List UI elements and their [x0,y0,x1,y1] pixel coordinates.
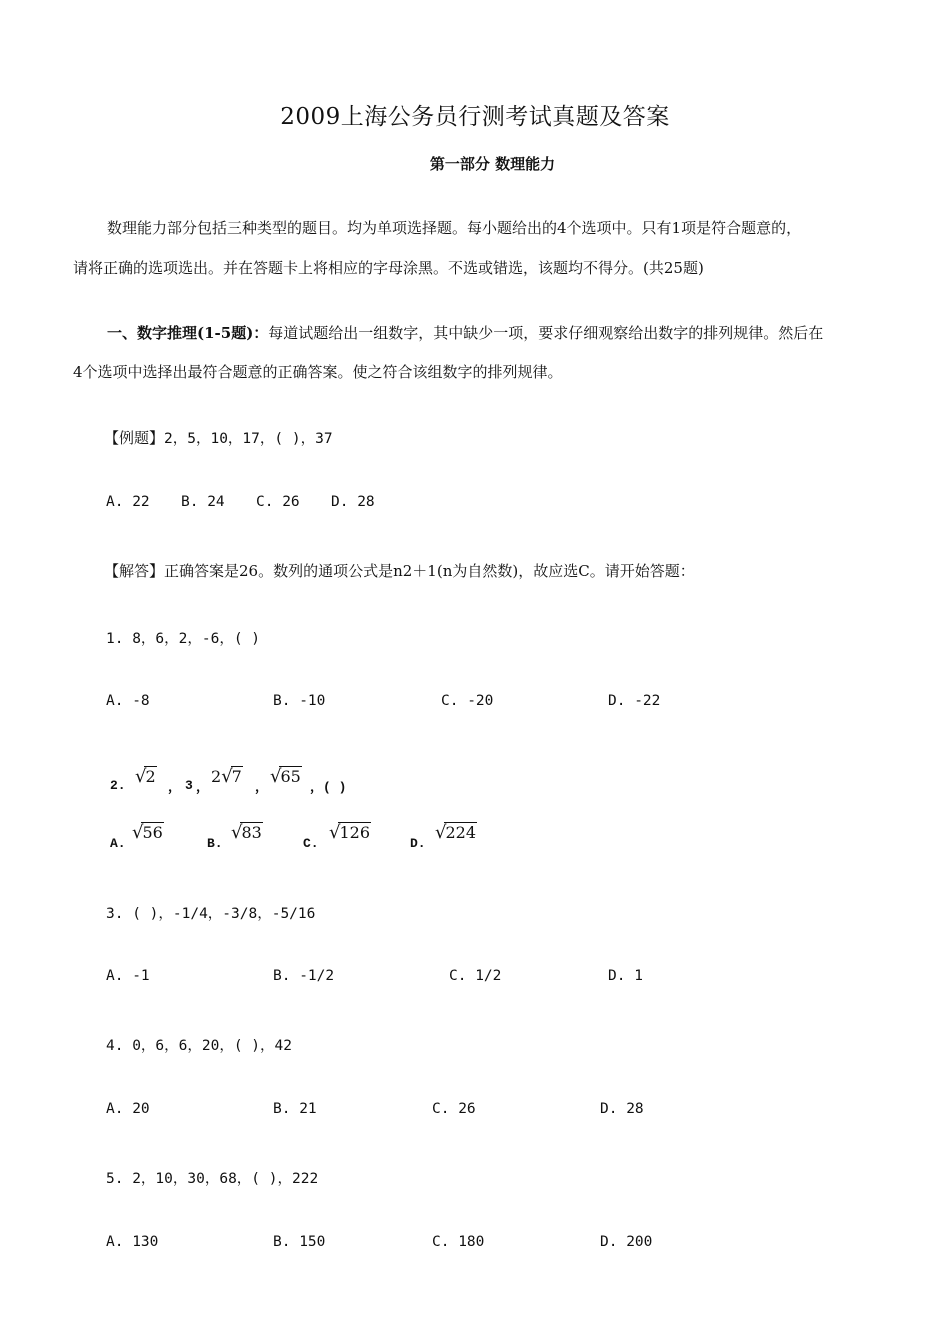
answer-label: 【解答】 [104,562,165,580]
intro-line-2: 请将正确的选项选出。并在答题卡上将相应的字母涂黑。不选或错选，该题均不得分。(共25题) [73,259,704,277]
example-options [0,494,950,516]
option-a-label: A. [110,836,126,851]
separator: ， [196,780,210,795]
answer-line [104,560,695,581]
option-c: C. 180 [432,1234,485,1250]
option-a: A. 130 [106,1234,159,1250]
option-d-label: D. [410,836,426,851]
question-3-stem: 3. ( )，-1/4，-3/8，-5/16 [106,906,316,922]
option-a: A. 22 [106,494,150,510]
radical-term: √65 [270,766,301,787]
page-title: 2009上海公务员行测考试真题及答案 [280,104,670,130]
question-5-options [0,1234,950,1256]
option-d: D. 28 [600,1101,644,1117]
option-b-label: B. [207,836,223,851]
option-d: D. 200 [600,1234,653,1250]
radical-term: √2 [135,766,156,787]
term: 3 [185,778,193,793]
section-heading: 一、数字推理(1-5题)： [107,324,269,342]
option-d: D. -22 [608,693,661,709]
part-heading: 第一部分 数理能力 [429,155,556,173]
option-b: B. 24 [181,494,225,510]
intro-line-1: 数理能力部分包括三种类型的题目。均为单项选择题。每小题给出的4个选项中。只有1项是符合题意的， [107,219,802,237]
option-d-value: √224 [435,822,477,843]
option-c: C. 26 [256,494,300,510]
answer-text: 正确答案是26。数列的通项公式是n2＋1(n为自然数)，故应选C。请开始答题： [164,562,695,580]
separator: ， [168,780,182,795]
question-4-options [0,1101,950,1123]
question-2-options [0,822,950,854]
question-1-options [0,693,950,715]
radical-term: 2√7 [211,766,242,787]
separator: ， [255,780,269,795]
option-b: B. -10 [273,693,326,709]
question-3-options [0,968,950,990]
option-d: D. 28 [331,494,375,510]
option-b: B. 21 [273,1101,317,1117]
option-c: C. -20 [441,693,494,709]
question-1-stem: 1. 8，6，2，-6，( ) [106,631,261,647]
blank: ，( ) [310,780,347,795]
option-a: A. 20 [106,1101,150,1117]
section-line-2: 4个选项中选择出最符合题意的正确答案。使之符合该组数字的排列规律。 [73,363,563,381]
option-a: A. -1 [106,968,150,984]
option-b-value: √83 [231,822,262,843]
section-description: 每道试题给出一组数字，其中缺少一项，要求仔细观察给出数字的排列规律。然后在 [268,324,824,342]
option-a: A. -8 [106,693,150,709]
example-label: 【例题】 [104,429,165,447]
example-sequence: 2，5，10，17，( )，37 [164,431,333,447]
option-d: D. 1 [608,968,643,984]
option-c-value: √126 [329,822,371,843]
question-5-stem: 5. 2，10，30，68，( )，222 [106,1171,319,1187]
example-line [104,427,333,448]
option-a-value: √56 [132,822,163,843]
question-4-stem: 4. 0，6，6，20，( )，42 [106,1038,292,1054]
option-c-label: C. [303,836,319,851]
option-b: B. -1/2 [273,968,335,984]
option-c: C. 26 [432,1101,476,1117]
option-c: C. 1/2 [449,968,502,984]
question-number: 2. [110,778,126,793]
section-line-1 [107,322,823,343]
question-2-stem [110,766,510,796]
option-b: B. 150 [273,1234,326,1250]
